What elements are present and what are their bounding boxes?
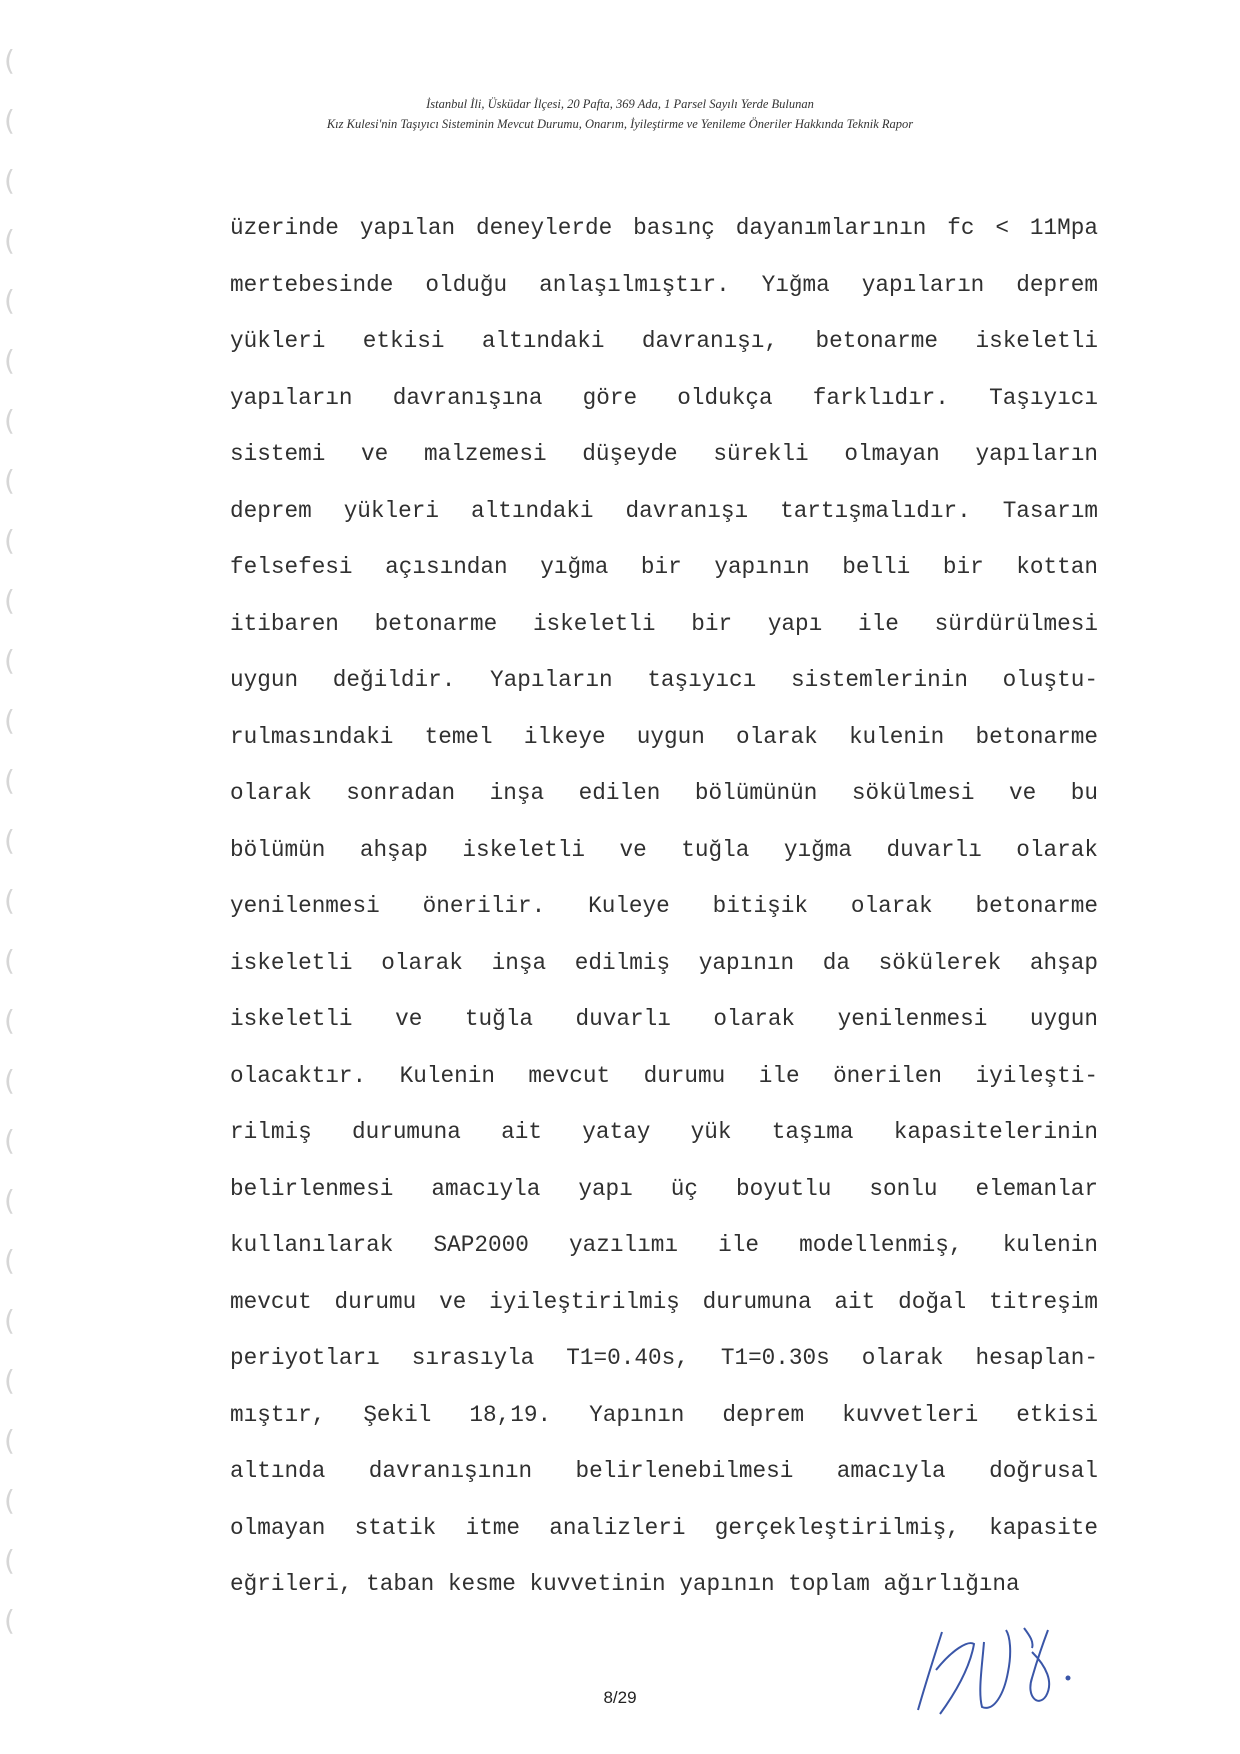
- text-line: eğrileri, taban kesme kuvvetinin yapının toplam ağırlığına: [230, 1571, 1020, 1597]
- text-line: mıştır, Şekil 18,19. Yapının deprem kuvvetleri etkisi: [230, 1401, 1098, 1428]
- text-line: yapıların davranışına göre oldukça farklıdır. Taşıyıcı: [230, 384, 1098, 411]
- text-line: rilmiş durumuna ait yatay yük taşıma kapasitelerinin: [230, 1119, 1098, 1145]
- text-line: belirlenmesi amacıyla yapı üç boyutlu sonlu elemanlar: [230, 1175, 1098, 1202]
- text-line: yükleri etkisi altındaki davranışı, betonarme iskeletli: [230, 328, 1098, 354]
- text-line: periyotları sırasıyla T1=0.40s, T1=0.30s olarak hesaplan-: [230, 1345, 1098, 1371]
- text-line: uygun değildir. Yapıların taşıyıcı sistemlerinin oluştu-: [230, 667, 1098, 693]
- text-line: mevcut durumu ve iyileştirilmiş durumuna ait doğal titreşim: [230, 1288, 1098, 1315]
- body-text: [230, 200, 1098, 1613]
- text-line: iskeletli ve tuğla duvarlı olarak yenilenmesi uygun: [230, 1006, 1098, 1032]
- text-line: sistemi ve malzemesi düşeyde sürekli olmayan yapıların: [230, 441, 1098, 467]
- binding-hole-marks: ( ( ( ( ( ( ( ( ( ( ( ( ( ( ( ( ( ( ( ( ( ( ( ( ( ( (: [4, 44, 15, 1637]
- text-line: altında davranışının belirlenebilmesi amacıyla doğrusal: [230, 1458, 1098, 1484]
- text-line: iskeletli olarak inşa edilmiş yapının da sökülerek ahşap: [230, 949, 1098, 976]
- text-line: yenilenmesi önerilir. Kuleye bitişik olarak betonarme: [230, 893, 1098, 919]
- text-line: olmayan statik itme analizleri gerçekleştirilmiş, kapasite: [230, 1514, 1098, 1541]
- text-line: olarak sonradan inşa edilen bölümünün sökülmesi ve bu: [230, 780, 1098, 806]
- page-number: 8/29: [603, 1688, 637, 1707]
- text-line: itibaren betonarme iskeletli bir yapı ile sürdürülmesi: [230, 610, 1098, 637]
- text-line: kullanılarak SAP2000 yazılımı ile modellenmiş, kulenin: [230, 1232, 1098, 1258]
- page-header: [0, 94, 1240, 134]
- text-line: rulmasındaki temel ilkeye uygun olarak kulenin betonarme: [230, 723, 1098, 750]
- header-line-1: İstanbul İli, Üsküdar İlçesi, 20 Pafta, 369 Ada, 1 Parsel Sayılı Yerde Bulunan: [426, 97, 814, 111]
- text-line: deprem yükleri altındaki davranışı tartışmalıdır. Tasarım: [230, 497, 1098, 524]
- text-line: bölümün ahşap iskeletli ve tuğla yığma duvarlı olarak: [230, 836, 1098, 863]
- text-line: mertebesinde olduğu anlaşılmıştır. Yığma yapıların deprem: [230, 271, 1098, 298]
- handwritten-signature: [912, 1612, 1092, 1722]
- header-line-2: Kız Kulesi'nin Taşıyıcı Sisteminin Mevcut Durumu, Onarım, İyileştirme ve Yenileme Öneriler Hakkında Teknik Rapor: [326, 117, 914, 131]
- text-line: olacaktır. Kulenin mevcut durumu ile önerilen iyileşti-: [230, 1062, 1098, 1089]
- text-line: felsefesi açısından yığma bir yapının belli bir kottan: [230, 554, 1098, 580]
- text-line: üzerinde yapılan deneylerde basınç dayanımlarının fc < 11Mpa: [230, 215, 1098, 241]
